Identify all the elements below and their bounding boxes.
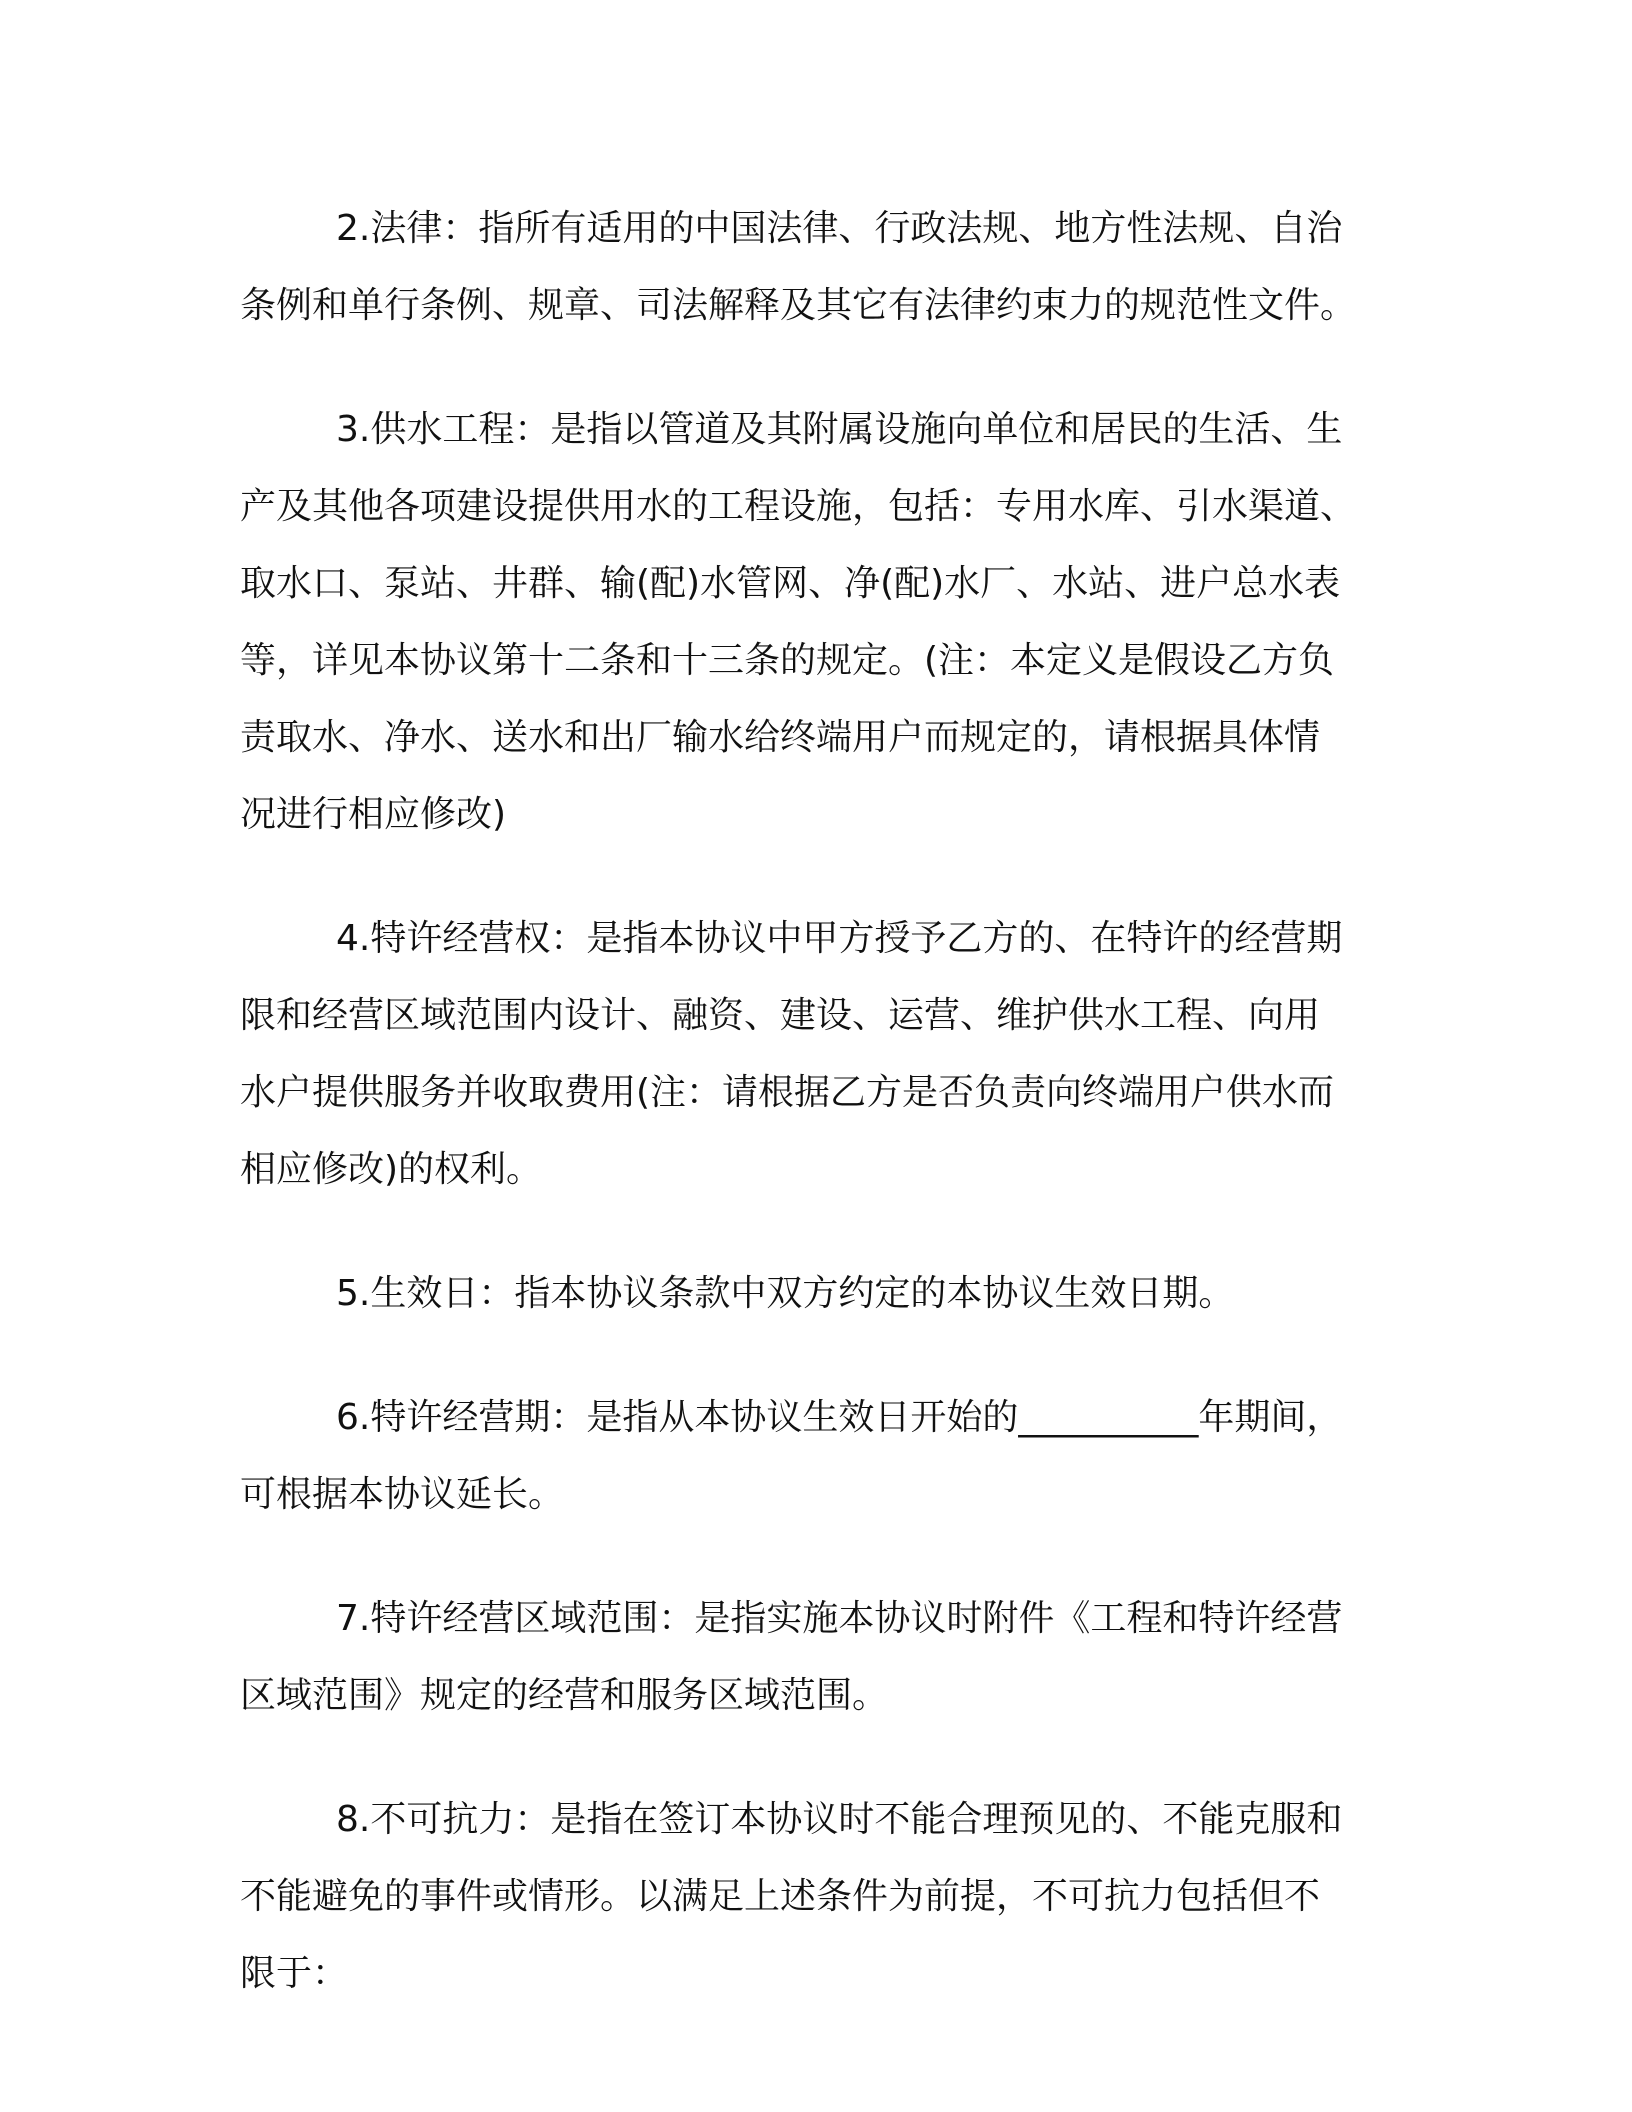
paragraph-water-supply-definition <box>240 391 1376 853</box>
paragraph-line: 5.生效日：指本协议条款中双方约定的本协议生效日期。 <box>336 1273 1235 1314</box>
paragraph-line: 相应修改)的权利。 <box>240 1149 543 1190</box>
paragraph-line: 责取水、净水、送水和出厂输水给终端用户而规定的，请根据具体情 <box>240 717 1321 758</box>
paragraph-line: 等，详见本协议第十二条和十三条的规定。(注：本定义是假设乙方负 <box>240 640 1335 681</box>
paragraph-line: 8.不可抗力：是指在签订本协议时不能合理预见的、不能克服和 <box>336 1799 1343 1840</box>
paragraph-line: 取水口、泵站、井群、输(配)水管网、净(配)水厂、水站、进户总水表 <box>240 563 1341 604</box>
paragraph-franchise-right-definition <box>240 900 1376 1208</box>
paragraph-line: 可根据本协议延长。 <box>240 1474 565 1515</box>
paragraph-line: 区域范围》规定的经营和服务区域范围。 <box>240 1675 889 1716</box>
paragraph-line: 2.法律：指所有适用的中国法律、行政法规、地方性法规、自治 <box>336 208 1343 249</box>
paragraph-line: 限于： <box>240 1953 349 1994</box>
paragraph-line: 7.特许经营区域范围：是指实施本协议时附件《工程和特许经营 <box>336 1598 1343 1639</box>
paragraph-line: 6.特许经营期：是指从本协议生效日开始的__________年期间， <box>336 1397 1343 1438</box>
document-page <box>240 190 1376 2059</box>
paragraph-line: 限和经营区域范围内设计、融资、建设、运营、维护供水工程、向用 <box>240 995 1321 1036</box>
paragraph-law-definition <box>240 190 1376 344</box>
paragraph-line: 3.供水工程：是指以管道及其附属设施向单位和居民的生活、生 <box>336 409 1343 450</box>
paragraph-line: 水户提供服务并收取费用(注：请根据乙方是否负责向终端用户供水而 <box>240 1072 1335 1113</box>
paragraph-line: 条例和单行条例、规章、司法解释及其它有法律约束力的规范性文件。 <box>240 285 1357 326</box>
paragraph-line: 况进行相应修改) <box>240 794 507 835</box>
paragraph-line: 4.特许经营权：是指本协议中甲方授予乙方的、在特许的经营期 <box>336 918 1343 959</box>
paragraph-effective-date-definition <box>240 1255 1376 1332</box>
paragraph-force-majeure-definition <box>240 1781 1376 2012</box>
paragraph-franchise-period-definition <box>240 1379 1376 1533</box>
paragraph-line: 不能避免的事件或情形。以满足上述条件为前提，不可抗力包括但不 <box>240 1876 1321 1917</box>
paragraph-franchise-area-definition <box>240 1580 1376 1734</box>
paragraph-line: 产及其他各项建设提供用水的工程设施，包括：专用水库、引水渠道、 <box>240 486 1357 527</box>
